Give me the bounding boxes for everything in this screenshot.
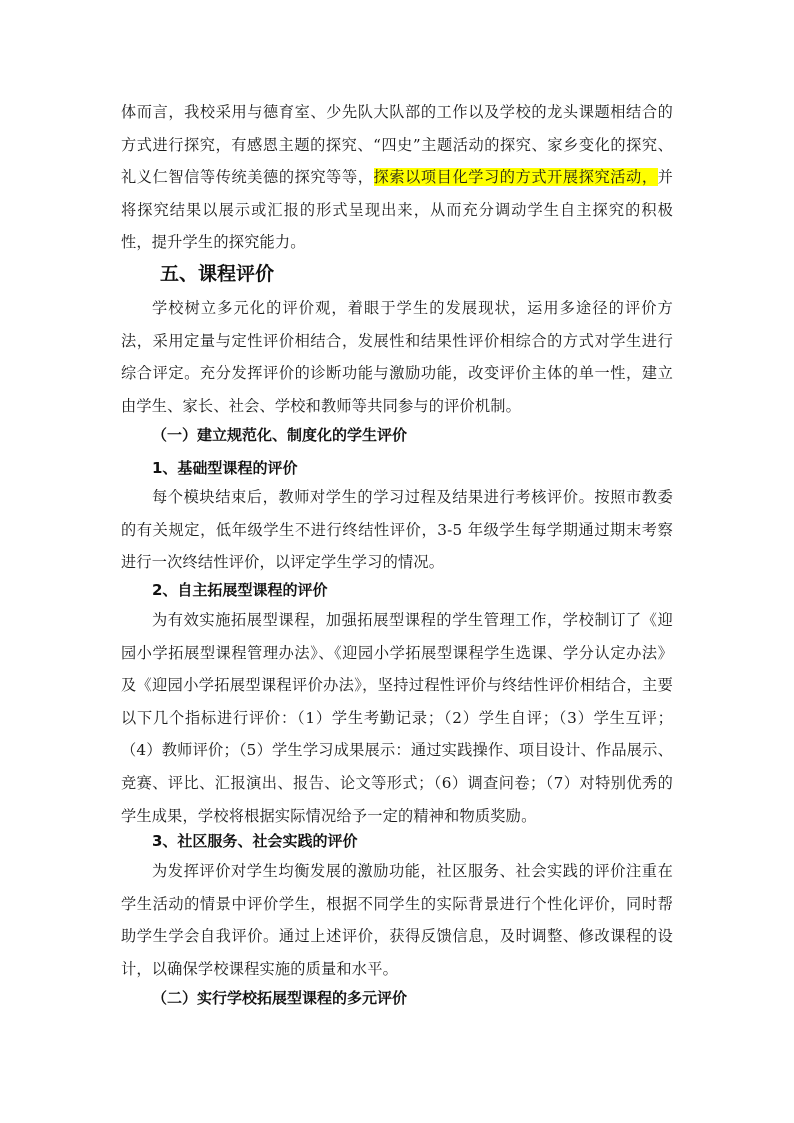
subsection-heading-multiple-evaluation: （二）实行学校拓展型课程的多元评价 <box>152 989 408 1007</box>
highlighted-text: 探索以项目化学习的方式开展探究活动， <box>373 168 658 187</box>
subsection-heading-student-evaluation: （一）建立规范化、制度化的学生评价 <box>152 426 408 444</box>
paragraph-extended-course-evaluation: 为有效实施拓展型课程，加强拓展型课程的学生管理工作，学校制订了《迎园小学拓展型课程管理办法》、《迎园小学拓展型课程学生选课、学分认定办法》及《迎园小学拓展型课程评价办法》，坚持过程性评价与终结性评价相结合，主要以下几个指标进行评价：（1）学生考勤记录；（2）学生自评；（3）学生互评；（4）教师评价；（5）学生学习成果展示：通过实践操作、项目设计、作品展示、竞赛、评比、汇报演出、报告、论文等形式；（6）调查问卷；（7）对特别优秀的学生成果，学校将根据实际情况给予一定的精神和物质奖励。 <box>121 611 673 825</box>
item-heading-community-service: 3、社区服务、社会实践的评价 <box>152 832 358 850</box>
section-heading-course-evaluation: 五、课程评价 <box>160 263 275 285</box>
paragraph-evaluation-overview: 学校树立多元化的评价观，着眼于学生的发展现状，运用多途径的评价方法，采用定量与定性评价相结合，发展性和结果性评价相综合的方式对学生进行综合评定。充分发挥评价的诊断功能与激励功能，改变评价主体的单一性，建立由学生、家长、社会、学校和教师等共同参与的评价机制。 <box>121 299 673 415</box>
item-heading-basic-course: 1、基础型课程的评价 <box>152 459 298 477</box>
paragraph-basic-course-evaluation: 每个模块结束后，教师对学生的学习过程及结果进行考核评价。按照市教委的有关规定，低年级学生不进行终结性评价，3-5 年级学生每学期通过期末考察进行一次终结性评价，以评定学生学习的情况。 <box>121 488 673 572</box>
item-heading-extended-course: 2、自主拓展型课程的评价 <box>152 581 328 599</box>
paragraph-community-service-evaluation: 为发挥评价对学生均衡发展的激励功能，社区服务、社会实践的评价注重在学生活动的情景中评价学生，根据不同学生的实际背景进行个性化评价，同时帮助学生学会自我评价。通过上述评价，获得反馈信息，及时调整、修改课程的设计，以确保学校课程实施的质量和水平。 <box>121 862 673 978</box>
paragraph-inquiry-methods <box>121 96 673 259</box>
paragraph-text: 体而言，我校采用与德育室、少先队大队部的工作以及学校的龙头课题相结合的方式进行探究，有感恩主题的探究、“四史”主题活动的探究、家乡变化的探究、礼义仁智信等传统美德的探究等等， <box>121 103 673 187</box>
paragraph-text: 并将探究结果以展示或汇报的形式呈现出来，从而充分调动学生自主探究的积极性，提升学生的探究能力。 <box>121 168 674 252</box>
